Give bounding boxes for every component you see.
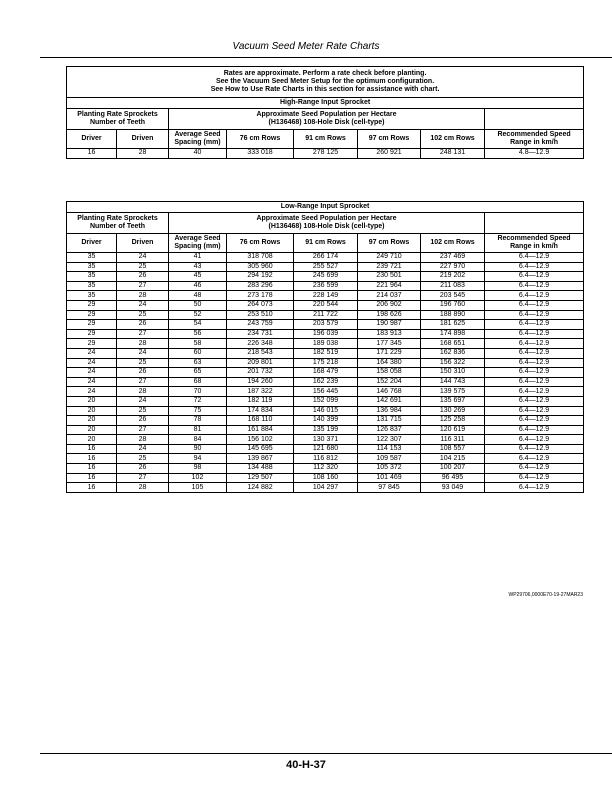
driver-cell: 29 [67, 329, 117, 339]
table-row [67, 454, 584, 464]
pop-91-cell: 152 099 [294, 396, 358, 406]
population-group-line-2: (H136468) 108-Hole Disk (cell-type) [268, 223, 385, 230]
table-row [67, 348, 584, 358]
spacing-cell: 102 [169, 473, 227, 483]
driven-cell: 25 [117, 262, 169, 272]
pop-97-cell: 126 837 [358, 425, 421, 435]
sprockets-group-line-1: Planting Rate Sprockets [77, 215, 158, 222]
driven-cell: 28 [117, 387, 169, 397]
speed-cell: 6.4—12.9 [485, 483, 584, 493]
pop-91-cell: 140 399 [294, 416, 358, 426]
document-reference-code: WP29706,0000E70-19-27MAR23 [508, 592, 583, 598]
pop-102-cell: 135 697 [421, 396, 485, 406]
pop-102-cell: 168 651 [421, 339, 485, 349]
col-speed [485, 234, 584, 253]
pop-76-cell: 273 178 [227, 291, 294, 301]
driven-cell: 27 [117, 281, 169, 291]
driven-cell: 24 [117, 300, 169, 310]
pop-97-cell: 122 307 [358, 435, 421, 445]
driven-cell: 26 [117, 464, 169, 474]
driver-cell: 20 [67, 406, 117, 416]
pop-97-cell: 136 984 [358, 406, 421, 416]
spacing-cell: 41 [169, 253, 227, 263]
pop-97-cell: 146 768 [358, 387, 421, 397]
pop-91-cell: 121 680 [294, 444, 358, 454]
driven-cell: 26 [117, 416, 169, 426]
speed-cell: 6.4—12.9 [485, 358, 584, 368]
pop-97-cell: 190 987 [358, 320, 421, 330]
table-row [67, 339, 584, 349]
low-range-rate-table [66, 201, 584, 493]
spacing-cell: 105 [169, 483, 227, 493]
driver-cell: 20 [67, 416, 117, 426]
pop-76-cell: 139 867 [227, 454, 294, 464]
speed-cell: 6.4—12.9 [485, 253, 584, 263]
spacing-cell: 43 [169, 262, 227, 272]
col-spacing [169, 130, 227, 149]
table-row [67, 435, 584, 445]
low-range-rows [67, 253, 584, 493]
table-row [67, 320, 584, 330]
driven-cell: 26 [117, 368, 169, 378]
speed-cell: 6.4—12.9 [485, 320, 584, 330]
pop-97-cell: 239 721 [358, 262, 421, 272]
rate-note-1: Rates are approximate. Perform a rate check before planting. [223, 70, 427, 77]
population-group-line-2: (H136468) 108-Hole Disk (cell-type) [268, 119, 385, 126]
pop-102-cell: 156 322 [421, 358, 485, 368]
speed-cell: 6.4—12.9 [485, 300, 584, 310]
pop-91-cell: 203 579 [294, 320, 358, 330]
speed-cell: 6.4—12.9 [485, 348, 584, 358]
col-102cm: 102 cm Rows [421, 234, 485, 253]
pop-102-cell: 237 469 [421, 253, 485, 263]
table-row [67, 416, 584, 426]
pop-97-cell: 177 345 [358, 339, 421, 349]
pop-76-cell: 168 110 [227, 416, 294, 426]
pop-97-cell: 105 372 [358, 464, 421, 474]
table-title: Low-Range Input Sprocket [67, 202, 584, 213]
pop-76-cell: 253 510 [227, 310, 294, 320]
speed-cell: 6.4—12.9 [485, 464, 584, 474]
spacing-cell: 56 [169, 329, 227, 339]
col-driven: Driven [117, 130, 169, 149]
driver-cell: 20 [67, 396, 117, 406]
pop-76-cell: 201 732 [227, 368, 294, 378]
pop-97-cell: 249 710 [358, 253, 421, 263]
table-row [67, 291, 584, 301]
sprockets-group-header [67, 109, 169, 130]
speed-cell: 6.4—12.9 [485, 272, 584, 282]
pop-102-cell: 108 557 [421, 444, 485, 454]
speed-cell: 6.4—12.9 [485, 387, 584, 397]
sprockets-group-line-2: Number of Teeth [89, 119, 146, 126]
spacing-cell: 90 [169, 444, 227, 454]
spacing-cell: 81 [169, 425, 227, 435]
driven-cell: 25 [117, 406, 169, 416]
pop-76-cell: 182 119 [227, 396, 294, 406]
spacing-cell: 75 [169, 406, 227, 416]
col-speed-line-1: Recommended Speed [497, 131, 571, 138]
table-row [67, 310, 584, 320]
pop-97-cell: 97 845 [358, 483, 421, 493]
driver-cell: 29 [67, 320, 117, 330]
speed-cell: 6.4—12.9 [485, 444, 584, 454]
speed-cell: 6.4—12.9 [485, 262, 584, 272]
driven-cell: 25 [117, 454, 169, 464]
driver-cell: 20 [67, 425, 117, 435]
driver-cell: 24 [67, 368, 117, 378]
driver-cell: 16 [67, 444, 117, 454]
pop-76-cell: 209 801 [227, 358, 294, 368]
col-spacing [169, 234, 227, 253]
driver-cell: 16 [67, 464, 117, 474]
speed-cell: 6.4—12.9 [485, 310, 584, 320]
pop-97-cell: 198 626 [358, 310, 421, 320]
pop-102-cell: 139 575 [421, 387, 485, 397]
pop-91-cell: 112 320 [294, 464, 358, 474]
high-range-rate-table [66, 66, 584, 159]
pop-91-cell: 245 699 [294, 272, 358, 282]
footer-divider [40, 753, 612, 754]
col-speed-line-2: Range in km/h [510, 243, 558, 250]
header-divider [40, 57, 612, 58]
pop-97-cell: 260 921 [358, 149, 421, 159]
pop-97-cell: 183 913 [358, 329, 421, 339]
population-group-header [169, 213, 485, 234]
spacing-cell: 78 [169, 416, 227, 426]
table-row [67, 368, 584, 378]
spacing-cell: 50 [169, 300, 227, 310]
population-group-line-1: Approximate Seed Population per Hectare [256, 215, 397, 222]
col-driver: Driver [67, 234, 117, 253]
spacing-cell: 84 [169, 435, 227, 445]
pop-76-cell: 124 882 [227, 483, 294, 493]
spacing-cell: 46 [169, 281, 227, 291]
pop-102-cell: 227 970 [421, 262, 485, 272]
driven-cell: 28 [117, 435, 169, 445]
pop-91-cell: 135 199 [294, 425, 358, 435]
table-row [67, 149, 584, 159]
pop-76-cell: 264 073 [227, 300, 294, 310]
pop-102-cell: 130 269 [421, 406, 485, 416]
pop-102-cell: 174 898 [421, 329, 485, 339]
col-91cm: 91 cm Rows [294, 130, 358, 149]
driven-cell: 27 [117, 377, 169, 387]
pop-76-cell: 318 708 [227, 253, 294, 263]
pop-76-cell: 194 260 [227, 377, 294, 387]
driver-cell: 35 [67, 253, 117, 263]
driven-cell: 27 [117, 473, 169, 483]
pop-91-cell: 220 544 [294, 300, 358, 310]
pop-102-cell: 219 202 [421, 272, 485, 282]
spacing-cell: 48 [169, 291, 227, 301]
driven-cell: 28 [117, 291, 169, 301]
col-spacing-line-2: Spacing (mm) [174, 243, 221, 250]
driven-cell: 25 [117, 310, 169, 320]
pop-91-cell: 189 038 [294, 339, 358, 349]
driven-cell: 26 [117, 272, 169, 282]
driver-cell: 16 [67, 473, 117, 483]
driver-cell: 29 [67, 339, 117, 349]
pop-102-cell: 188 890 [421, 310, 485, 320]
table-row [67, 377, 584, 387]
pop-97-cell: 214 037 [358, 291, 421, 301]
sprockets-group-line-1: Planting Rate Sprockets [77, 111, 158, 118]
speed-cell: 6.4—12.9 [485, 291, 584, 301]
table-row [67, 387, 584, 397]
pop-97-cell: 101 469 [358, 473, 421, 483]
population-group-header [169, 109, 485, 130]
table-row [67, 425, 584, 435]
pop-97-cell: 171 229 [358, 348, 421, 358]
speed-cell: 6.4—12.9 [485, 368, 584, 378]
pop-91-cell: 278 125 [294, 149, 358, 159]
driver-cell: 24 [67, 358, 117, 368]
table-row [67, 253, 584, 263]
table-row [67, 483, 584, 493]
col-76cm: 76 cm Rows [227, 234, 294, 253]
pop-102-cell: 93 049 [421, 483, 485, 493]
pop-76-cell: 161 884 [227, 425, 294, 435]
population-group-line-1: Approximate Seed Population per Hectare [256, 111, 397, 118]
spacing-cell: 70 [169, 387, 227, 397]
table-row [67, 300, 584, 310]
col-speed [485, 130, 584, 149]
pop-76-cell: 156 102 [227, 435, 294, 445]
driver-cell: 35 [67, 262, 117, 272]
driver-cell: 20 [67, 435, 117, 445]
group-header-empty [485, 213, 584, 234]
col-driven: Driven [117, 234, 169, 253]
pop-91-cell: 196 039 [294, 329, 358, 339]
col-91cm: 91 cm Rows [294, 234, 358, 253]
pop-102-cell: 196 760 [421, 300, 485, 310]
table-row [67, 272, 584, 282]
pop-97-cell: 158 058 [358, 368, 421, 378]
pop-97-cell: 221 964 [358, 281, 421, 291]
col-spacing-line-1: Average Seed [174, 131, 221, 138]
pop-97-cell: 230 501 [358, 272, 421, 282]
table-row [67, 473, 584, 483]
pop-91-cell: 236 599 [294, 281, 358, 291]
speed-cell: 6.4—12.9 [485, 435, 584, 445]
col-97cm: 97 cm Rows [358, 130, 421, 149]
driven-cell: 26 [117, 320, 169, 330]
driven-cell: 27 [117, 329, 169, 339]
pop-91-cell: 175 218 [294, 358, 358, 368]
table-row [67, 329, 584, 339]
pop-76-cell: 243 759 [227, 320, 294, 330]
table-row [67, 358, 584, 368]
speed-cell: 6.4—12.9 [485, 406, 584, 416]
pop-76-cell: 174 834 [227, 406, 294, 416]
driven-cell: 25 [117, 358, 169, 368]
pop-91-cell: 168 479 [294, 368, 358, 378]
col-102cm: 102 cm Rows [421, 130, 485, 149]
driver-cell: 24 [67, 387, 117, 397]
speed-cell: 6.4—12.9 [485, 473, 584, 483]
page-number: 40-H-37 [286, 759, 326, 771]
table-title: High-Range Input Sprocket [67, 98, 584, 109]
pop-76-cell: 187 322 [227, 387, 294, 397]
pop-102-cell: 144 743 [421, 377, 485, 387]
page-header-title: Vacuum Seed Meter Rate Charts [232, 41, 380, 52]
speed-cell: 6.4—12.9 [485, 396, 584, 406]
speed-cell: 4.8—12.9 [485, 149, 584, 159]
driven-cell: 24 [117, 253, 169, 263]
spacing-cell: 40 [169, 149, 227, 159]
pop-102-cell: 125 258 [421, 416, 485, 426]
pop-102-cell: 116 311 [421, 435, 485, 445]
table-row [67, 464, 584, 474]
group-header-empty [485, 109, 584, 130]
driver-cell: 29 [67, 300, 117, 310]
pop-102-cell: 248 131 [421, 149, 485, 159]
table-row [67, 262, 584, 272]
rate-notes [67, 67, 584, 98]
speed-cell: 6.4—12.9 [485, 377, 584, 387]
pop-91-cell: 162 239 [294, 377, 358, 387]
col-speed-line-2: Range in km/h [510, 139, 558, 146]
driver-cell: 35 [67, 272, 117, 282]
sprockets-group-line-2: Number of Teeth [89, 223, 146, 230]
col-spacing-line-2: Spacing (mm) [174, 139, 221, 146]
pop-91-cell: 156 445 [294, 387, 358, 397]
speed-cell: 6.4—12.9 [485, 281, 584, 291]
col-driver: Driver [67, 130, 117, 149]
driver-cell: 29 [67, 310, 117, 320]
driver-cell: 24 [67, 348, 117, 358]
pop-97-cell: 142 691 [358, 396, 421, 406]
pop-102-cell: 203 545 [421, 291, 485, 301]
spacing-cell: 94 [169, 454, 227, 464]
driven-cell: 27 [117, 425, 169, 435]
col-spacing-line-1: Average Seed [174, 235, 221, 242]
spacing-cell: 52 [169, 310, 227, 320]
spacing-cell: 60 [169, 348, 227, 358]
col-76cm: 76 cm Rows [227, 130, 294, 149]
pop-97-cell: 114 153 [358, 444, 421, 454]
pop-76-cell: 129 507 [227, 473, 294, 483]
pop-91-cell: 108 160 [294, 473, 358, 483]
pop-102-cell: 150 310 [421, 368, 485, 378]
spacing-cell: 54 [169, 320, 227, 330]
pop-97-cell: 164 380 [358, 358, 421, 368]
pop-91-cell: 182 519 [294, 348, 358, 358]
pop-97-cell: 131 715 [358, 416, 421, 426]
pop-102-cell: 120 619 [421, 425, 485, 435]
speed-cell: 6.4—12.9 [485, 416, 584, 426]
table-row [67, 281, 584, 291]
pop-91-cell: 130 371 [294, 435, 358, 445]
pop-76-cell: 305 960 [227, 262, 294, 272]
spacing-cell: 68 [169, 377, 227, 387]
driver-cell: 24 [67, 377, 117, 387]
pop-76-cell: 218 543 [227, 348, 294, 358]
pop-102-cell: 104 215 [421, 454, 485, 464]
pop-102-cell: 100 207 [421, 464, 485, 474]
spacing-cell: 63 [169, 358, 227, 368]
table-row [67, 406, 584, 416]
speed-cell: 6.4—12.9 [485, 425, 584, 435]
pop-91-cell: 266 174 [294, 253, 358, 263]
pop-91-cell: 228 149 [294, 291, 358, 301]
pop-76-cell: 333 018 [227, 149, 294, 159]
pop-102-cell: 211 083 [421, 281, 485, 291]
table-row [67, 444, 584, 454]
driver-cell: 16 [67, 483, 117, 493]
pop-76-cell: 134 488 [227, 464, 294, 474]
spacing-cell: 65 [169, 368, 227, 378]
pop-102-cell: 162 836 [421, 348, 485, 358]
spacing-cell: 45 [169, 272, 227, 282]
driven-cell: 28 [117, 149, 169, 159]
driven-cell: 28 [117, 339, 169, 349]
sprockets-group-header [67, 213, 169, 234]
pop-102-cell: 181 625 [421, 320, 485, 330]
pop-76-cell: 226 348 [227, 339, 294, 349]
driven-cell: 24 [117, 348, 169, 358]
driver-cell: 35 [67, 281, 117, 291]
driver-cell: 35 [67, 291, 117, 301]
pop-76-cell: 283 296 [227, 281, 294, 291]
speed-cell: 6.4—12.9 [485, 339, 584, 349]
pop-76-cell: 294 192 [227, 272, 294, 282]
pop-91-cell: 116 812 [294, 454, 358, 464]
spacing-cell: 58 [169, 339, 227, 349]
pop-97-cell: 206 902 [358, 300, 421, 310]
driver-cell: 16 [67, 454, 117, 464]
col-speed-line-1: Recommended Speed [497, 235, 571, 242]
speed-cell: 6.4—12.9 [485, 329, 584, 339]
speed-cell: 6.4—12.9 [485, 454, 584, 464]
spacing-cell: 72 [169, 396, 227, 406]
rate-note-2: See the Vacuum Seed Meter Setup for the optimum configuration. [215, 78, 435, 85]
col-97cm: 97 cm Rows [358, 234, 421, 253]
pop-97-cell: 152 204 [358, 377, 421, 387]
pop-91-cell: 255 527 [294, 262, 358, 272]
driven-cell: 24 [117, 444, 169, 454]
driver-cell: 16 [67, 149, 117, 159]
high-range-rows [67, 149, 584, 159]
pop-76-cell: 234 731 [227, 329, 294, 339]
pop-91-cell: 211 722 [294, 310, 358, 320]
pop-97-cell: 109 587 [358, 454, 421, 464]
spacing-cell: 98 [169, 464, 227, 474]
table-row [67, 396, 584, 406]
driven-cell: 28 [117, 483, 169, 493]
pop-91-cell: 104 297 [294, 483, 358, 493]
pop-91-cell: 146 015 [294, 406, 358, 416]
driven-cell: 24 [117, 396, 169, 406]
rate-note-3: See How to Use Rate Charts in this section for assistance with chart. [210, 86, 440, 93]
pop-102-cell: 96 495 [421, 473, 485, 483]
pop-76-cell: 145 695 [227, 444, 294, 454]
